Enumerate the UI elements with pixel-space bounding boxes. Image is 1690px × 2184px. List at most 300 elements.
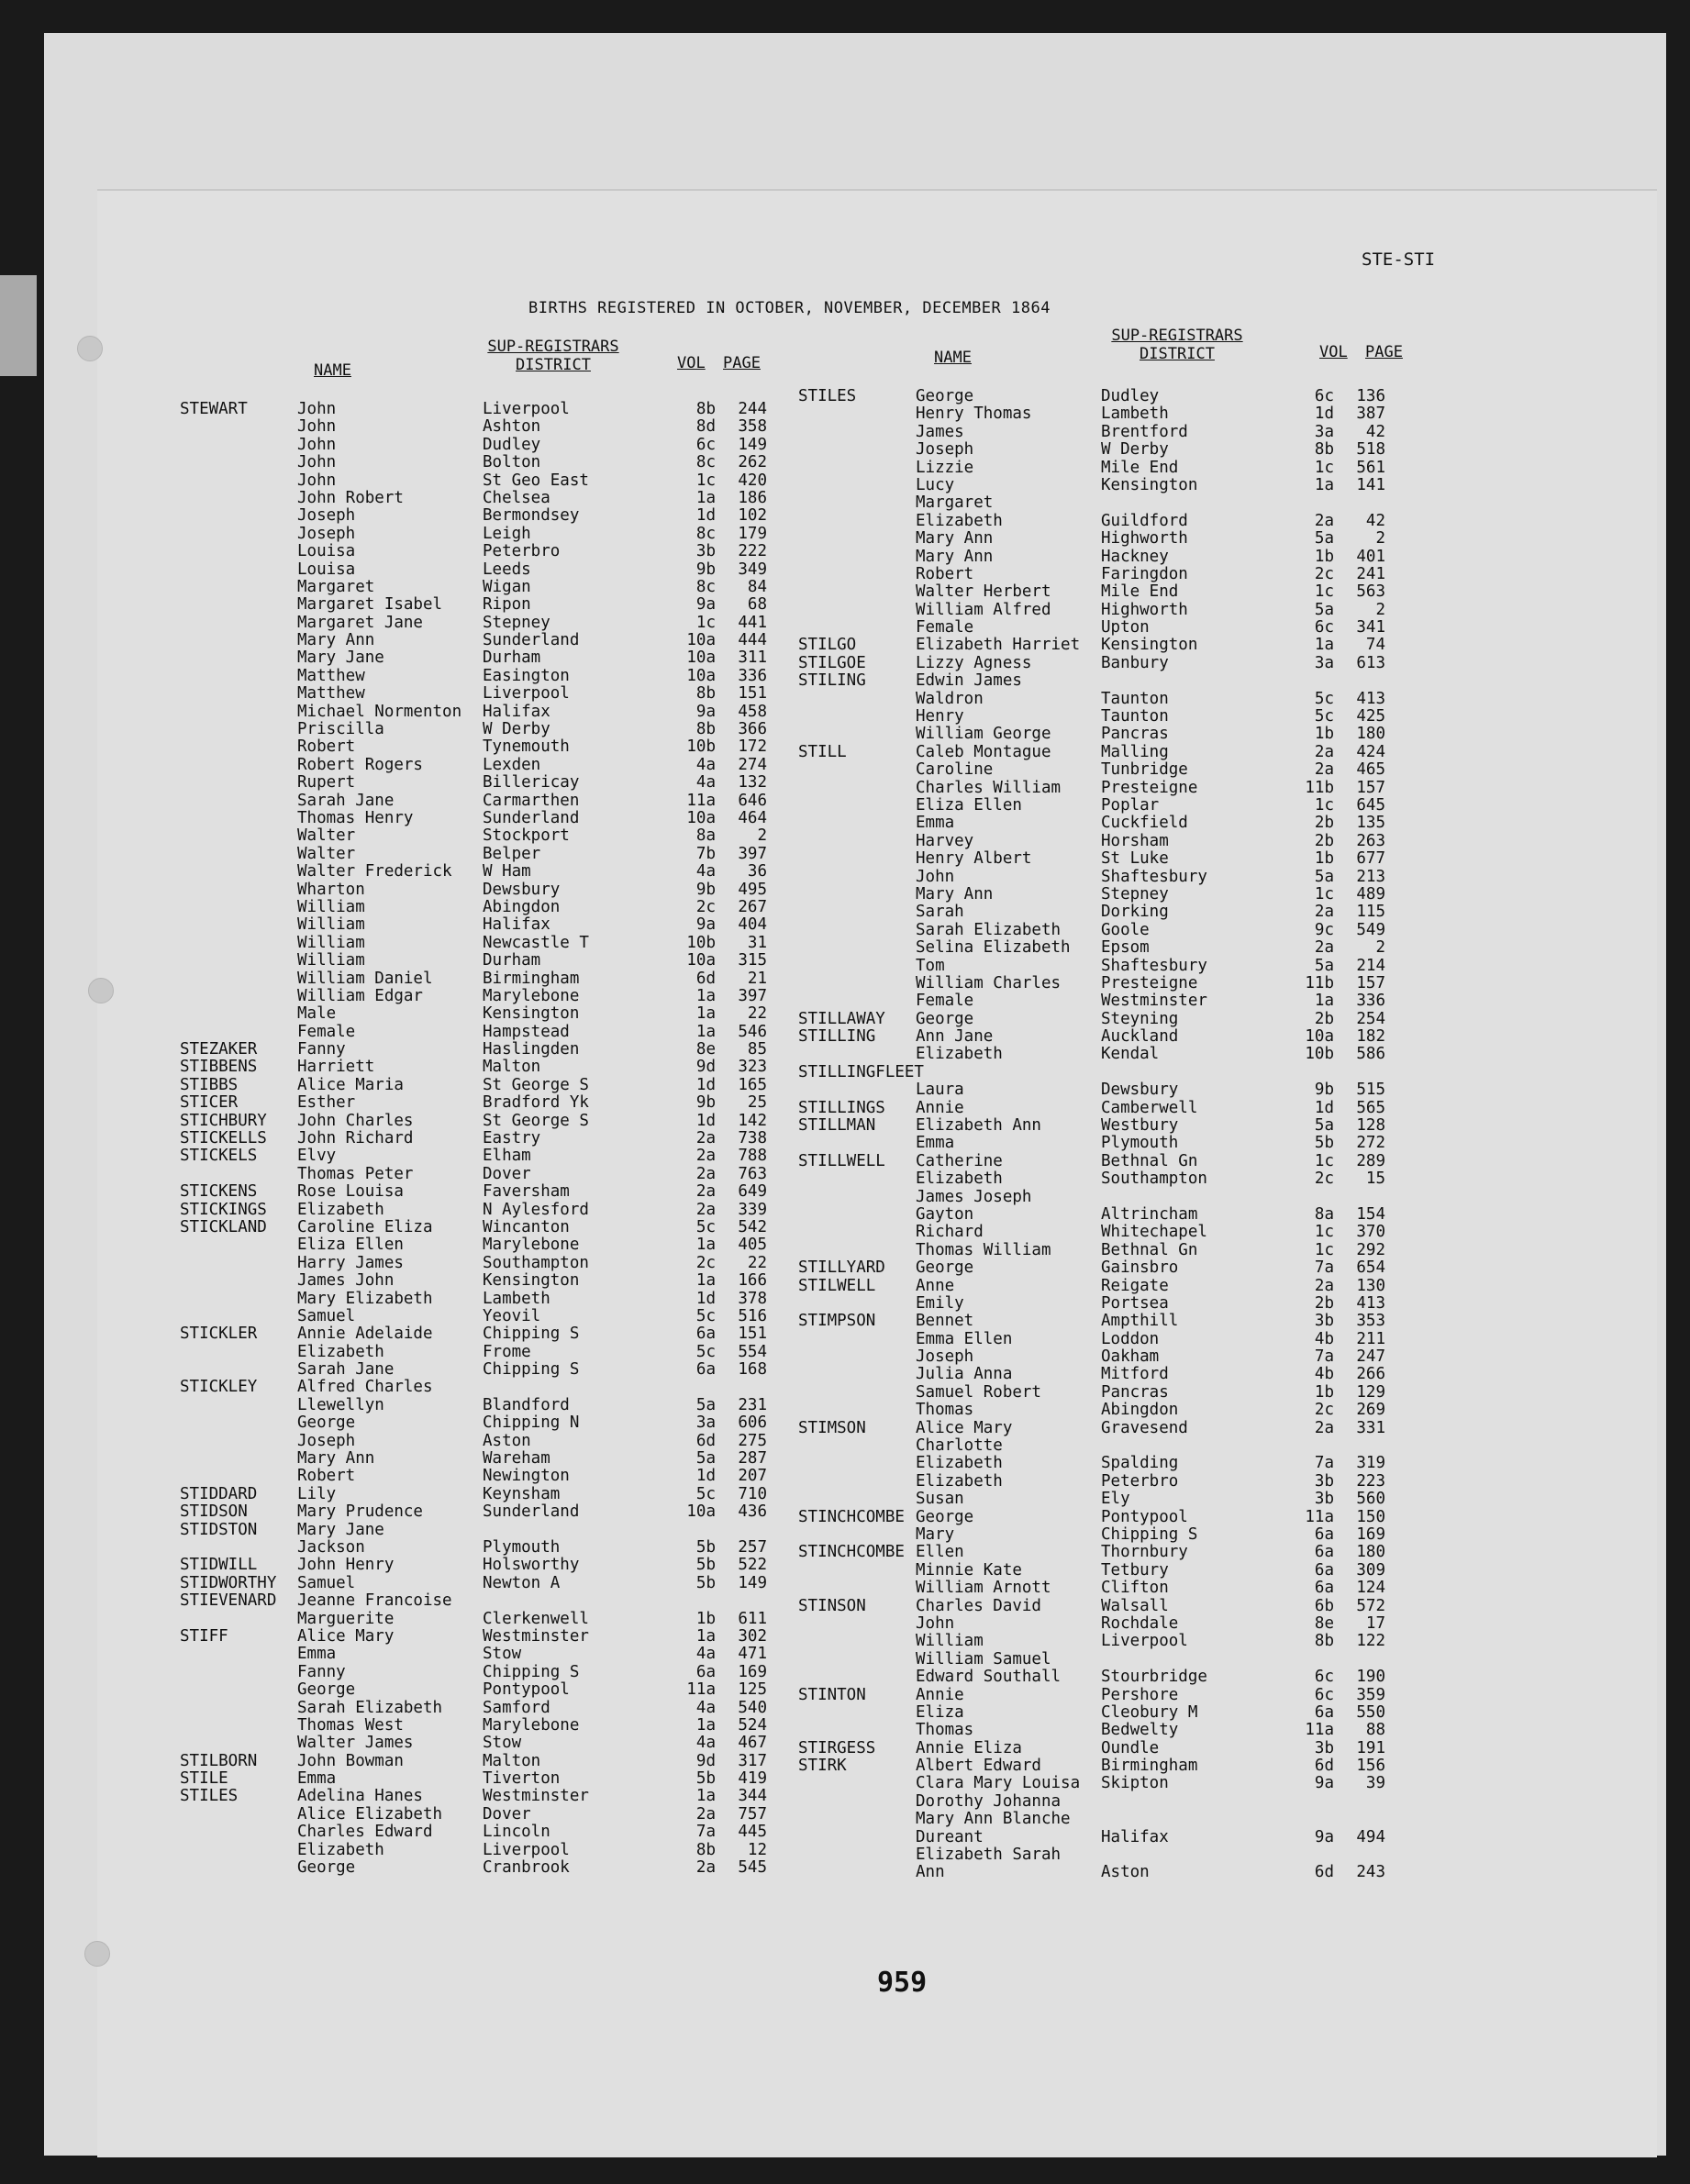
district: Thornbury: [1101, 1543, 1188, 1562]
forename: Dorothy Johanna: [916, 1791, 1062, 1811]
register-entry: [798, 1561, 1459, 1579]
surname: STILES: [798, 387, 857, 405]
forename: George: [916, 1009, 974, 1028]
district: Shaftesbury: [1101, 867, 1207, 886]
volume: 3a: [695, 1414, 716, 1433]
district: Kensington: [483, 1271, 580, 1291]
district: Marylebone: [483, 986, 580, 1005]
surname: STIBBS: [180, 1075, 239, 1094]
volume: 2a: [695, 1129, 716, 1148]
volume: 1b: [1314, 725, 1334, 744]
volume: 8a: [1314, 1204, 1334, 1224]
page-ref: 586: [1356, 1045, 1385, 1064]
district: Brentford: [1101, 422, 1188, 441]
register-entry: [180, 1823, 804, 1840]
forename: John: [297, 453, 337, 472]
register-entry: [180, 1271, 804, 1289]
volume: 8e: [695, 1040, 716, 1059]
forename: Elizabeth: [297, 1840, 384, 1859]
page-ref: 757: [738, 1804, 767, 1824]
forename: Margaret Jane: [297, 613, 423, 632]
page-ref: 165: [738, 1075, 767, 1094]
header-page: PAGE: [1365, 343, 1403, 361]
volume: 6c: [1314, 1668, 1334, 1687]
forename: Elizabeth: [916, 1170, 1003, 1189]
register-entry: [798, 1063, 1459, 1081]
forename: Fanny: [297, 1040, 346, 1059]
forename: Lizzy Agness: [916, 653, 1032, 672]
volume: 10a: [686, 808, 716, 827]
forename: Anne: [916, 1276, 955, 1295]
surname: STILLINGS: [798, 1098, 885, 1117]
volume: 8b: [695, 400, 716, 418]
volume: 1a: [1314, 636, 1334, 655]
forename: Clara Mary Louisa: [916, 1774, 1081, 1793]
punch-hole: [84, 1941, 110, 1967]
page-ref: 649: [738, 1182, 767, 1202]
page-ref: 213: [1356, 867, 1385, 886]
forename: Esther: [297, 1093, 356, 1113]
register-entry: [180, 845, 804, 862]
volume: 11b: [1305, 973, 1334, 992]
district: Dover: [483, 1804, 531, 1824]
volume: 10a: [686, 1502, 716, 1522]
district: Sunderland: [483, 1502, 580, 1522]
district: Dorking: [1101, 903, 1169, 922]
district: Bolton: [483, 453, 541, 472]
district: Chipping N: [483, 1414, 580, 1433]
register-entry: [798, 529, 1459, 547]
surname: STICKENS: [180, 1182, 258, 1202]
forename: Walter Herbert: [916, 582, 1051, 602]
page-ref: 545: [738, 1858, 767, 1878]
district: Chipping S: [483, 1325, 580, 1344]
register-entry: [180, 595, 804, 613]
register-entry: [180, 1752, 804, 1769]
forename: Margaret: [916, 493, 994, 513]
volume: 2a: [695, 1147, 716, 1166]
page-ref: 15: [1365, 1170, 1385, 1189]
register-entry: [180, 614, 804, 631]
page-ref: 166: [738, 1271, 767, 1291]
register-entry: [798, 743, 1459, 760]
volume: 1a: [695, 1271, 716, 1291]
forename: Eliza Ellen: [297, 1236, 404, 1255]
page-ref: 554: [738, 1342, 767, 1361]
volume: 1d: [695, 1075, 716, 1094]
page-ref: 102: [738, 506, 767, 526]
district: Ashton: [483, 417, 541, 437]
page-ref: 17: [1365, 1613, 1385, 1633]
forename: John: [916, 1613, 955, 1633]
district: Camberwell: [1101, 1098, 1198, 1117]
district: Dudley: [1101, 387, 1160, 405]
register-entry: [798, 957, 1459, 974]
register-entry: [798, 707, 1459, 725]
volume: 3b: [695, 542, 716, 561]
surname: STILLYARD: [798, 1258, 885, 1278]
register-entry: [180, 1734, 804, 1751]
district: Liverpool: [483, 400, 570, 418]
register-entry: [180, 1023, 804, 1040]
forename: Michael Normenton: [297, 702, 462, 721]
volume: 5a: [1314, 867, 1334, 886]
page-ref: 186: [738, 488, 767, 507]
forename: Susan: [916, 1490, 964, 1509]
register-entry: [180, 1004, 804, 1022]
volume: 5a: [695, 1395, 716, 1414]
forename: Matthew: [297, 666, 365, 685]
volume: 6a: [1314, 1525, 1334, 1544]
volume: 1c: [695, 613, 716, 632]
forename: Female: [916, 618, 974, 637]
register-entry: [180, 720, 804, 737]
volume: 5c: [1314, 689, 1334, 708]
forename: Robert Rogers: [297, 755, 423, 774]
page-ref: 2: [1375, 600, 1385, 619]
register-entry: [798, 1188, 1459, 1205]
page-ref: 413: [1356, 689, 1385, 708]
forename: Female: [916, 992, 974, 1011]
district: Halifax: [1101, 1827, 1169, 1846]
page-ref: 471: [738, 1645, 767, 1664]
surname: STILLAWAY: [798, 1009, 885, 1028]
district: Poplar: [1101, 795, 1160, 815]
page-ref: 182: [1356, 1027, 1385, 1047]
district: Durham: [483, 649, 541, 668]
district: Kensington: [1101, 636, 1198, 655]
district: Lexden: [483, 755, 541, 774]
surname: STILWELL: [798, 1276, 876, 1295]
register-entry: [798, 1668, 1459, 1685]
register-entry: [798, 618, 1459, 636]
forename: Charles David: [916, 1596, 1041, 1615]
register-entry: [798, 1258, 1459, 1276]
register-entry: [798, 1401, 1459, 1418]
register-entry: [180, 1378, 804, 1395]
surname: STINCHCOMBE: [798, 1543, 905, 1562]
district: Marylebone: [483, 1236, 580, 1255]
register-entry: [180, 1699, 804, 1716]
forename: Mary Elizabeth: [297, 1289, 433, 1308]
forename: Harry James: [297, 1253, 404, 1272]
forename: Female: [297, 1022, 356, 1041]
volume: 2c: [1314, 1401, 1334, 1420]
district: Chipping S: [1101, 1525, 1198, 1544]
register-entry: [798, 1010, 1459, 1027]
header-name: NAME: [934, 349, 972, 367]
forename: Llewellyn: [297, 1395, 384, 1414]
page-ref: 387: [1356, 405, 1385, 424]
page-ref: 74: [1365, 636, 1385, 655]
page-ref: 263: [1356, 831, 1385, 850]
page-ref: 243: [1356, 1863, 1385, 1882]
index-range-code: STE-STI: [1362, 249, 1436, 270]
volume: 9a: [695, 702, 716, 721]
page-ref: 336: [1356, 992, 1385, 1011]
register-entry: [180, 1538, 804, 1556]
register-entry: [180, 1112, 804, 1129]
surname: STILGO: [798, 636, 857, 655]
page-ref: 315: [738, 951, 767, 970]
district: Pancras: [1101, 1382, 1169, 1402]
register-entry: [798, 849, 1459, 867]
register-entry: [180, 934, 804, 951]
forename: Robert: [297, 1467, 356, 1486]
district: Guildford: [1101, 511, 1188, 530]
district: Hackney: [1101, 547, 1169, 566]
forename: John Charles: [297, 1111, 414, 1130]
register-entry: [798, 974, 1459, 992]
district: Birmingham: [1101, 1757, 1198, 1776]
register-entry: [798, 832, 1459, 849]
volume: 6a: [1314, 1702, 1334, 1722]
district: Altrincham: [1101, 1204, 1198, 1224]
district: Ampthill: [1101, 1312, 1179, 1331]
volume: 8c: [695, 524, 716, 543]
district: Blandford: [483, 1395, 570, 1414]
page-ref: 467: [738, 1734, 767, 1753]
district: Ripon: [483, 595, 531, 615]
page-ref: 168: [738, 1360, 767, 1380]
page-title: BIRTHS REGISTERED IN OCTOBER, NOVEMBER, DECEMBER 1864: [528, 299, 1051, 317]
district: Upton: [1101, 618, 1150, 637]
district: Hampstead: [483, 1022, 570, 1041]
surname: STIEVENARD: [180, 1591, 277, 1611]
volume: 3b: [1314, 1471, 1334, 1491]
forename: Mary Ann: [916, 529, 994, 549]
volume: 1a: [1314, 475, 1334, 494]
register-entry: [180, 1663, 804, 1680]
forename: William Samuel: [916, 1649, 1051, 1668]
volume: 9a: [695, 595, 716, 615]
register-entry: [180, 987, 804, 1004]
register-entry: [180, 1414, 804, 1431]
forename: Henry Albert: [916, 849, 1032, 869]
forename: John: [297, 417, 337, 437]
register-entry: [180, 1040, 804, 1058]
forename: Harriett: [297, 1058, 375, 1077]
forename: Emma: [916, 1134, 955, 1153]
register-entry: [798, 1828, 1459, 1846]
page-ref: 404: [738, 915, 767, 935]
volume: 2c: [1314, 1170, 1334, 1189]
register-entry: [798, 1099, 1459, 1116]
surname: STIFF: [180, 1626, 228, 1646]
forename: Annie: [916, 1685, 964, 1704]
volume: 2a: [695, 1182, 716, 1202]
volume: 1b: [1314, 849, 1334, 869]
forename: Marguerite: [297, 1609, 395, 1628]
district: Wareham: [483, 1449, 550, 1469]
register-entry: [798, 1846, 1459, 1863]
district: Spalding: [1101, 1454, 1179, 1473]
forename: Alice Elizabeth: [297, 1804, 443, 1824]
register-entry: [180, 1449, 804, 1467]
volume: 6c: [1314, 1685, 1334, 1704]
page-ref: 157: [1356, 778, 1385, 797]
forename: Thomas: [916, 1721, 974, 1740]
register-entry: [798, 387, 1459, 405]
register-entry: [180, 1165, 804, 1182]
register-entry: [180, 915, 804, 933]
register-entry: [798, 548, 1459, 565]
register-entry: [798, 1170, 1459, 1187]
district: Bradford Yk: [483, 1093, 589, 1113]
volume: 6c: [1314, 387, 1334, 405]
volume: 1a: [695, 986, 716, 1005]
volume: 11b: [1305, 778, 1334, 797]
volume: 1d: [695, 1289, 716, 1308]
page-ref: 36: [747, 862, 767, 881]
district: Highworth: [1101, 529, 1188, 549]
register-entry: [798, 992, 1459, 1009]
volume: 1a: [695, 1236, 716, 1255]
page-ref: 129: [1356, 1382, 1385, 1402]
binder-tab: [0, 275, 37, 376]
page-ref: 136: [1356, 387, 1385, 405]
page-ref: 397: [738, 986, 767, 1005]
register-entry: [798, 1472, 1459, 1490]
page-ref: 21: [747, 969, 767, 988]
page-ref: 214: [1356, 956, 1385, 975]
volume: 5c: [1314, 707, 1334, 726]
register-entry: [180, 1591, 804, 1609]
district: Leigh: [483, 524, 531, 543]
register-entry: [798, 779, 1459, 796]
register-entry: [180, 970, 804, 987]
register-entry: [798, 440, 1459, 458]
district: St Geo East: [483, 471, 589, 490]
forename: Walter Frederick: [297, 862, 452, 881]
volume: 2c: [695, 897, 716, 916]
forename: Alice Maria: [297, 1075, 404, 1094]
district: Peterbro: [1101, 1471, 1179, 1491]
register-entry: [798, 796, 1459, 814]
register-entry: [180, 506, 804, 524]
register-entry: [798, 1597, 1459, 1614]
register-entry: [798, 476, 1459, 493]
page-ref: 311: [738, 649, 767, 668]
page-ref: 344: [738, 1787, 767, 1806]
page-ref: 132: [738, 773, 767, 793]
volume: 8c: [695, 453, 716, 472]
page-ref: 563: [1356, 582, 1385, 602]
district: Stepney: [1101, 884, 1169, 904]
district: W Ham: [483, 862, 531, 881]
register-entry: [798, 1365, 1459, 1382]
register-entry: [798, 1792, 1459, 1810]
page-ref: 413: [1356, 1293, 1385, 1313]
district: Auckland: [1101, 1027, 1179, 1047]
page-ref: 257: [738, 1538, 767, 1557]
volume: 2a: [695, 1164, 716, 1183]
forename: Louisa: [297, 560, 356, 579]
volume: 2a: [1314, 760, 1334, 780]
surname: STIDWILL: [180, 1556, 258, 1575]
register-entry: [798, 1810, 1459, 1827]
surname: STICER: [180, 1093, 239, 1113]
page-ref: 39: [1365, 1774, 1385, 1793]
register-entry: [180, 1805, 804, 1823]
volume: 2b: [1314, 831, 1334, 850]
forename: Elizabeth: [916, 1045, 1003, 1064]
register-entry: [798, 690, 1459, 707]
volume: 3a: [1314, 422, 1334, 441]
page-ref: 272: [1356, 1134, 1385, 1153]
volume: 4a: [695, 773, 716, 793]
district: Birmingham: [483, 969, 580, 988]
register-entry: [798, 1294, 1459, 1312]
register-entry: [180, 862, 804, 880]
district: Abingdon: [1101, 1401, 1179, 1420]
page-ref: 302: [738, 1626, 767, 1646]
forename: George: [916, 1507, 974, 1526]
volume: 11a: [1305, 1507, 1334, 1526]
right-register-column: [798, 387, 1459, 1881]
forename: Richard: [916, 1223, 984, 1242]
forename: George: [297, 1680, 356, 1700]
surname: STIDSTON: [180, 1520, 258, 1539]
register-entry: [798, 1134, 1459, 1151]
register-entry: [798, 601, 1459, 618]
page-ref: 274: [738, 755, 767, 774]
register-entry: [798, 1152, 1459, 1170]
volume: 6a: [695, 1360, 716, 1380]
register-entry: [180, 1841, 804, 1858]
volume: 2a: [1314, 1276, 1334, 1295]
district: Dewsbury: [483, 880, 561, 899]
district: Bethnal Gn: [1101, 1240, 1198, 1259]
page-ref: 68: [747, 595, 767, 615]
register-entry: [180, 1467, 804, 1484]
register-entry: [798, 671, 1459, 689]
register-entry: [180, 400, 804, 417]
page-ref: 84: [747, 577, 767, 596]
volume: 10a: [686, 649, 716, 668]
register-entry: [180, 453, 804, 471]
forename: Edward Southall: [916, 1668, 1062, 1687]
forename: Thomas Henry: [297, 808, 414, 827]
register-entry: [180, 1182, 804, 1200]
volume: 2b: [1314, 1009, 1334, 1028]
register-entry: [180, 631, 804, 649]
register-entry: [180, 417, 804, 435]
volume: 10a: [686, 951, 716, 970]
page-ref: 515: [1356, 1081, 1385, 1100]
district: Kendal: [1101, 1045, 1160, 1064]
forename: Elizabeth: [297, 1342, 384, 1361]
volume: 1d: [1314, 405, 1334, 424]
register-entry: [798, 1721, 1459, 1738]
district: Southampton: [1101, 1170, 1207, 1189]
district: Presteigne: [1101, 973, 1198, 992]
volume: 1c: [1314, 1240, 1334, 1259]
forename: George: [916, 387, 974, 405]
district: Chipping S: [483, 1360, 580, 1380]
page-ref: 25: [747, 1093, 767, 1113]
forename: James: [916, 422, 964, 441]
forename: Annie Eliza: [916, 1738, 1022, 1757]
register-entry: [180, 1076, 804, 1093]
page-number: 959: [877, 1967, 928, 1999]
page-ref: 336: [738, 666, 767, 685]
page-ref: 420: [738, 471, 767, 490]
page-ref: 561: [1356, 458, 1385, 477]
forename: Henry Thomas: [916, 405, 1032, 424]
volume: 2a: [1314, 511, 1334, 530]
district: Halifax: [483, 702, 550, 721]
